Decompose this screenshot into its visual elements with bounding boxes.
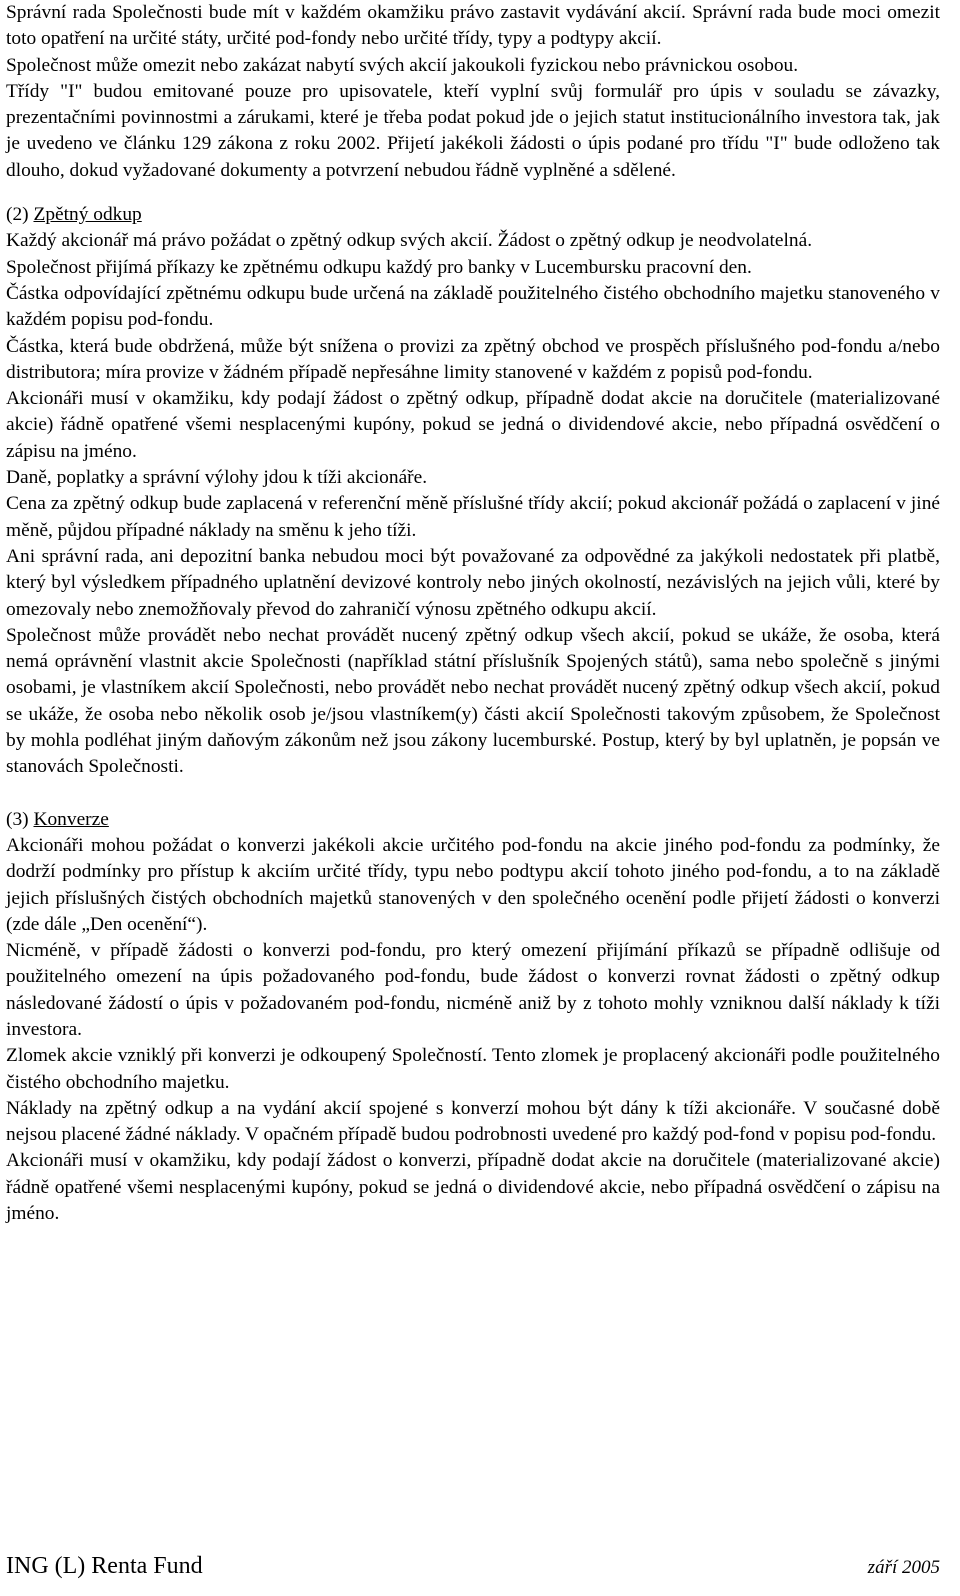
- section-conversion: [6, 807, 940, 1228]
- section-redemption: [6, 202, 940, 781]
- paragraph: Společnost může provádět nebo nechat provádět nucený zpětný odkup všech akcií, pokud se ukáže, že osoba, která nemá oprávnění vlastnit akcie Společnosti (například státní příslušník Spojených států), sama nebo společně s jinými osobami, je vlastníkem akcií Společnosti, nebo provádět nebo nechat provádět nucený zpětný odkup všech akcií, pokud se ukáže, že osoba nebo několik osob je/jsou vlastníkem(y) části akcií Společnosti takovým způsobem, že Společnost by mohla podléhat jiným daňovým zákonům než jsou zákony lucemburské. Postup, který by byl uplatněn, je popsán ve stanovách Společnosti.: [6, 624, 940, 778]
- paragraph: Částka, která bude obdržená, může být snížena o provizi za zpětný obchod ve prospěch příslušného pod-fondu a/nebo distributora; míra provize v žádném případě nepřesáhne limity stanovené v každém z popisů pod-fondu.: [6, 335, 940, 383]
- paragraph: Společnost může omezit nebo zakázat nabytí svých akcií jakoukoli fyzickou nebo právnickou osobou.: [6, 54, 799, 76]
- paragraph: Náklady na zpětný odkup a na vydání akcií spojené s konverzí mohou být dány k tíži akcionáře. V současné době nejsou placené žádné náklady. V opačném případě budou podrobnosti uvedené pro každý pod-fond v popisu pod-fondu.: [6, 1097, 940, 1146]
- paragraph: Třídy "I" budou emitované pouze pro upisovatele, kteří vyplní svůj formulář pro úpis v souladu se závazky, prezentačními povinnostmi a zárukami, které je třeba podat pokud jde o jejich statut institucionálního investora tak, jak je uvedeno ve článku 129 zákona z roku 2002. Přijetí jakékoli žádosti o úpis podané pro třídu "I" bude odloženo tak dlouho, dokud vyžadované dokumenty a potvrzení nebudou řádně vyplněné a sdělené.: [6, 80, 940, 181]
- paragraph: Akcionáři mohou požádat o konverzi jakékoli akcie určitého pod-fondu na akcie jiného pod-fondu za podmínky, že dodrží podmínky pro přístup k akciím určité třídy, typu nebo podtypu akcií tohoto jiného pod-fondu, a to na základě jejich příslušných čistých obchodních majetků stanovených v den společného ocenění podle přijetí žádosti o konverzi (zde dále „Den ocenění“).: [6, 834, 940, 935]
- footer-fund-name: ING (L) Renta Fund: [6, 1553, 203, 1579]
- spacer: [6, 184, 940, 202]
- section-number: (2): [6, 204, 29, 226]
- paragraph: Správní rada Společnosti bude mít v každém okamžiku právo zastavit vydávání akcií. Správní rada bude moci omezit toto opatření na určité státy, určité pod-fondy nebo určité třídy, typy a podtypy akcií.: [6, 2, 940, 50]
- paragraph: Ani správní rada, ani depozitní banka nebudou moci být považované za odpovědné za jakýkoli nedostatek při platbě, který byl výsledkem případného uplatnění devizové kontroly nebo jiných okolností, nezávislých na jejich vůli, které by omezovaly nebo znemožňovaly převod do zahraničí výnosu zpětného odkupu akcií.: [6, 545, 940, 620]
- paragraph: Každý akcionář má právo požádat o zpětný odkup svých akcií. Žádost o zpětný odkup je neodvolatelná.: [6, 230, 813, 252]
- paragraph: Akcionáři musí v okamžiku, kdy podají žádost o konverzi, případně dodat akcie na doručitele (materializované akcie) řádně opatřené všemi nesplacenými kupóny, pokud se jedná o dividendové akcie, nebo případná osvědčení o zápisu na jméno.: [6, 1150, 940, 1225]
- section-heading: [6, 807, 940, 833]
- section-previous: [6, 0, 940, 184]
- section-title: Zpětný odkup: [33, 204, 142, 226]
- paragraph: Cena za zpětný odkup bude zaplacená v referenční měně příslušné třídy akcií; pokud akcionář požádá o zaplacení v jiné měně, půjdou případné náklady na směnu k jeho tíži.: [6, 493, 940, 541]
- section-title: Konverze: [33, 808, 109, 830]
- section-heading: [6, 202, 940, 228]
- spacer: [6, 781, 940, 807]
- paragraph: Akcionáři musí v okamžiku, kdy podají žádost o zpětný odkup, případně dodat akcie na doručitele (materializované akcie) řádně opatřené všemi nesplacenými kupóny, pokud se jedná o dividendové akcie, nebo případná osvědčení o zápisu na jméno.: [6, 388, 940, 462]
- paragraph: Nicméně, v případě žádosti o konverzi pod-fondu, pro který omezení přijímání příkazů se případně odlišuje od použitelného omezení na úpis požadovaného pod-fondu, bude žádost o konverzi rovnat žádosti o zpětný odkup následované žádostí o úpis v požadovaném pod-fondu, nicméně aniž by z tohoto mohly vzniknou další náklady k tíži investora.: [6, 940, 940, 1040]
- paragraph: Zlomek akcie vzniklý při konverzi je odkoupený Společností. Tento zlomek je proplacený akcionáři podle použitelného čistého obchodního majetku.: [6, 1045, 940, 1093]
- paragraph: Částka odpovídající zpětnému odkupu bude určená na základě použitelného čistého obchodního majetku stanoveného v každém popisu pod-fondu.: [6, 282, 940, 331]
- paragraph: Daně, poplatky a správní výlohy jdou k tíži akcionáře.: [6, 467, 428, 489]
- paragraph: Společnost přijímá příkazy ke zpětnému odkupu každý pro banky v Lucembursku pracovní den.: [6, 256, 752, 278]
- page-footer: [6, 1553, 940, 1580]
- document-page: [6, 0, 940, 1227]
- section-number: (3): [6, 808, 29, 830]
- footer-date: září 2005: [867, 1557, 940, 1578]
